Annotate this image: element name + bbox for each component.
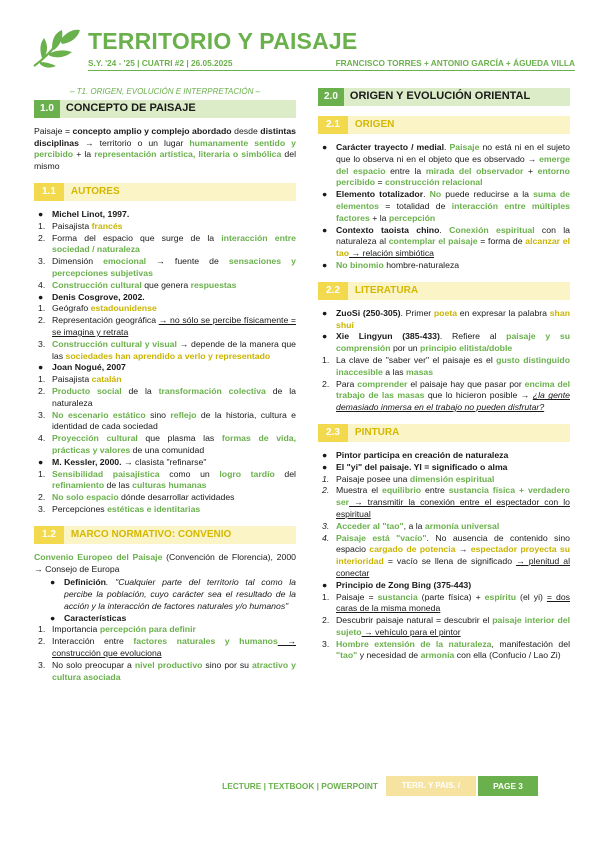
list-item: ● Denis Cosgrove, 2002.: [38, 291, 145, 302]
pintura-list: [318, 450, 570, 662]
list-item: 2. Forma del espacio que surge de la interacción entre sociedad / naturaleza: [38, 232, 296, 255]
footer-links: LECTURE | TEXTBOOK | POWERPOINT: [222, 781, 378, 791]
list-item: 2. Interacción entre factores naturales y humanos → construcción que evoluciona: [38, 636, 296, 659]
list-item: 1. Paisaje = sustancia (parte física) + espíritu (el yi) = dos caras de la misma moneda: [322, 591, 570, 614]
course-meta: S.Y. '24 - '25 | CUATRI #2 | 26.05.2025: [88, 58, 233, 68]
list-item: 1. Importancia percepción para definir: [38, 624, 196, 635]
list-item: ● El "yi" del paisaje. YI = significado o alma: [322, 461, 508, 472]
list-item: 1. Sensibilidad paisajística como un logro tardío del refinamiento de las culturas humanas: [38, 468, 296, 491]
list-item: 4. Construcción cultural que genera respuestas: [38, 279, 237, 290]
list-item: ● M. Kessler, 2000. → clasista "refinarse": [38, 456, 207, 467]
list-item: 3. Dimensión emocional → fuente de sensaciones y percepciones subjetivas: [38, 256, 296, 278]
section-1-1: [34, 183, 296, 201]
list-item: 1. La clave de "saber ver" el paisaje es el gusto distinguido inaccesible a las masas: [322, 354, 570, 377]
section-1-0: [34, 100, 296, 118]
list-item: 2. No solo espacio dónde desarrollar actividades: [38, 492, 235, 503]
list-item: ● Definición. "Cualquier parte del territorio tal como la percibe la población, cuyo carácter sea el resultado de la acción y la interacción de factores naturales y/o humanos": [50, 577, 296, 611]
section-title: MARCO NORMATIVO: CONVENIO: [70, 528, 232, 540]
authors: FRANCISCO TORRES + ANTONIO GARCÍA + ÁGUEDA VILLA: [335, 58, 575, 68]
section-number: 1.1: [34, 183, 64, 201]
topic-heading: – T1. ORIGEN, EVOLUCIÓN E INTERPRETACIÓN –: [69, 87, 261, 96]
list-item: ● Contexto taoista chino. Conexión espiritual con la naturaleza al contemplar el paisaje = forma de alcanzar el tao → relación simbiótica: [322, 224, 570, 259]
leaves-logo-icon: [30, 26, 82, 70]
page-header: [30, 26, 575, 74]
list-item: ● Xie Lingyun (385-433). Refiere al paisaje y su comprensión por un principio elitista/doble: [322, 331, 570, 354]
list-item: 4. Paisaje está "vacío". No ausencia de contenido sino espacio cargado de potencia → espectador proyecta su interioridad = vacío se llena de significado → plenitud al conectar: [322, 532, 571, 578]
list-item: 3. No escenario estático sino reflejo de la historia, cultura e identidad de cada sociedad: [38, 409, 297, 432]
section-1-2: [34, 526, 296, 544]
literatura-list: [318, 308, 570, 414]
list-item: ● Carácter trayecto / medial. Paisaje no está ni en el sujeto que lo observa ni en el objeto que es observado → emerge del espacio entre la mirada del observador + entorno percibido = construcción relacional: [322, 142, 571, 188]
section-number: 2.1: [318, 116, 348, 134]
section-number: 1.0: [34, 100, 60, 118]
authors-list: [34, 209, 296, 516]
section-number: 1.2: [34, 526, 64, 544]
header-divider: [88, 70, 575, 71]
list-item: 3. No solo preocupar a nivel productivo sino por su atractivo y cultura asociada: [38, 659, 296, 682]
list-item: 2. Descubrir paisaje natural = descubrir el paisaje interior del sujeto → vehículo para el pintor: [322, 615, 570, 637]
section-2-1: [318, 116, 570, 134]
page-number: PAGE 3: [478, 776, 538, 796]
list-item: ● No binomio hombre-naturaleza: [322, 259, 460, 270]
left-column: [34, 86, 296, 683]
list-item: 1. Paisajista francés: [38, 220, 123, 231]
section-title: ORIGEN Y EVOLUCIÓN ORIENTAL: [349, 90, 531, 103]
section-number: 2.0: [318, 88, 344, 106]
list-item: ● Elemento totalizador. No puede reducirse a la suma de elementos = totalidad de interacción entre múltiples factores + la percepción: [322, 189, 571, 223]
list-item: 1. Paisajista catalán: [38, 374, 122, 385]
page-footer: [0, 776, 600, 810]
list-item: 3. Construcción cultural y visual → depende de la manera que las sociedades han aprendido a verlo y representado: [38, 338, 296, 361]
section-2-0: [318, 88, 570, 106]
list-item: 3. Hombre extensión de la naturaleza, manifestación del "tao" y necesidad de armonía con ella (Confucio / Lao Zi): [322, 638, 571, 661]
course-badge: TERR. Y PAIS. / CUATRI 2: [386, 776, 476, 796]
section-number: 2.2: [318, 282, 348, 300]
list-item: 2. Representación geográfica → no sólo se percibe físicamente = se imagina y retrata: [38, 315, 296, 337]
convenio-list: [34, 577, 296, 683]
list-item: 4. Proyección cultural que plasma las formas de vida, prácticas y valores de una comunidad: [38, 433, 296, 455]
section-title: CONCEPTO DE PAISAJE: [65, 101, 196, 114]
list-item: ● Joan Nogué, 2007: [38, 362, 126, 373]
list-item: 1. Geógrafo estadounidense: [38, 303, 157, 314]
section-title: ORIGEN: [354, 119, 395, 131]
section-title: AUTORES: [70, 186, 120, 198]
list-item: 3. Acceder al "tao", a la armonía universal: [322, 520, 500, 531]
list-item: ● ZuoSi (250-305). Primer poeta en expresar la palabra shan shui: [322, 307, 570, 330]
list-item: ● Pintor participa en creación de naturaleza: [322, 449, 509, 460]
section-2-2: [318, 282, 570, 300]
list-item: 3. Percepciones estéticas e identitarias: [38, 503, 201, 514]
list-item: 2. Para comprender el paisaje hay que pasar por encima del trabajo de las masas que lo hicieron posible → ¿la gente demasiado inmersa en el trabajo no pueden disfrutar?: [322, 378, 571, 413]
list-item: 2. Producto social de la transformación colectiva de la naturaleza: [38, 385, 296, 408]
right-column: [318, 88, 570, 662]
list-item: ● Michel Linot, 1997.: [38, 208, 130, 219]
origen-list: [318, 142, 570, 272]
page-title: TERRITORIO Y PAISAJE: [88, 28, 358, 54]
list-item: ● Principio de Zong Bing (375-443): [322, 579, 472, 590]
intro-paragraph: Paisaje = concepto amplio y complejo abordado desde distintas disciplinas → territorio o un lugar humanamente sentido y percibido + la representación artística, literaria o simbólica del mismo: [34, 125, 297, 172]
section-2-3: [318, 424, 570, 442]
list-item: 2. Muestra el equilibrio entre sustancia física + verdadero ser → transmitir la conexión entre el espectador con lo espiritual: [322, 485, 570, 519]
section-title: PINTURA: [354, 427, 400, 439]
section-title: LITERATURA: [354, 284, 419, 296]
list-item: 1. Paisaje posee una dimensión espiritual: [322, 473, 495, 484]
convenio-paragraph: Convenio Europeo del Paisaje (Convención de Florencia), 2000 → Consejo de Europa: [34, 551, 296, 574]
section-number: 2.3: [318, 424, 348, 442]
list-item: ● Características: [50, 612, 127, 623]
